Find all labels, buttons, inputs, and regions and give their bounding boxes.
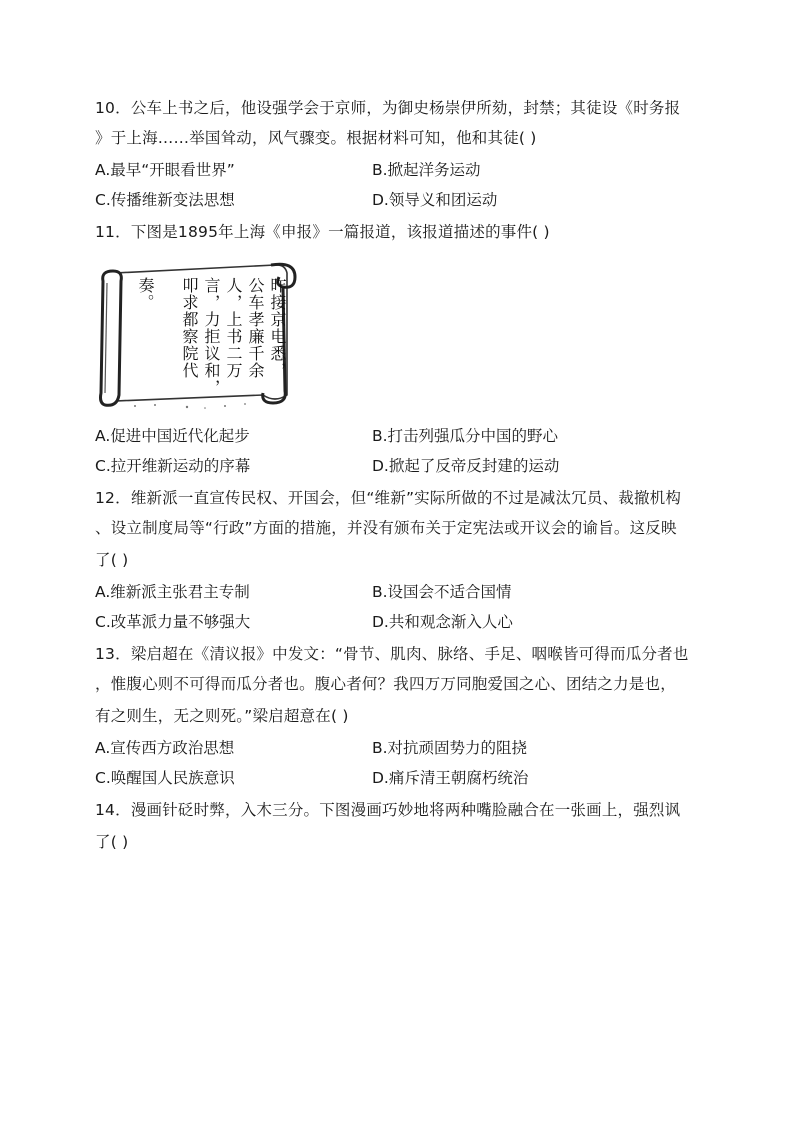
scroll-column-3: 人，上书二万 xyxy=(224,277,243,379)
scroll-column-4: 言，力拒议和， xyxy=(202,277,221,396)
q12-option-d: D.共和观念渐入人心 xyxy=(372,613,513,631)
scroll-column-1: 昨接京电悉， xyxy=(268,277,287,379)
q11-option-c: C.拉开维新运动的序幕 xyxy=(95,457,251,475)
q12-option-b: B.设国会不适合国情 xyxy=(372,583,512,601)
q13-stem-line-3: 有之则生，无之则死。”梁启超意在( ) xyxy=(95,707,349,725)
q12-stem-line-2: 、设立制度局等“行政”方面的措施，并没有颁布关于定宪法或开议会的谕旨。这反映 xyxy=(95,519,677,537)
q10-option-d: D.领导义和团运动 xyxy=(372,191,498,209)
newspaper-scroll-image xyxy=(95,255,300,413)
q13-option-d: D.痛斥清王朝腐朽统治 xyxy=(372,769,529,787)
q10-option-a: A.最早“开眼看世界” xyxy=(95,161,235,179)
q10-stem-line-2: 》于上海……举国耸动，风气骤变。根据材料可知，他和其徒( ) xyxy=(95,129,537,147)
q13-stem-line-2: ，惟腹心则不可得而瓜分者也。腹心者何？我四万万同胞爱国之心、团结之力是也， xyxy=(95,675,676,693)
q14-stem-line-1: 14．漫画针砭时弊，入木三分。下图漫画巧妙地将两种嘴脸融合在一张画上，强烈讽 xyxy=(95,801,681,819)
q10-option-b: B.掀起洋务运动 xyxy=(372,161,481,179)
q11-option-a: A.促进中国近代化起步 xyxy=(95,427,250,445)
q11-option-b: B.打击列强瓜分中国的野心 xyxy=(372,427,559,445)
scroll-column-6: 奏。 xyxy=(136,277,155,311)
q12-option-a: A.维新派主张君主专制 xyxy=(95,583,250,601)
q13-option-c: C.唤醒国人民族意识 xyxy=(95,769,235,787)
q13-stem-line-1: 13．梁启超在《清议报》中发文：“骨节、肌肉、脉络、手足、咽喉皆可得而瓜分者也 xyxy=(95,645,689,663)
q12-option-c: C.改革派力量不够强大 xyxy=(95,613,251,631)
q12-stem-line-1: 12．维新派一直宣传民权、开国会，但“维新”实际所做的不过是减汰冗员、裁撤机构 xyxy=(95,489,682,507)
q13-option-b: B.对抗顽固势力的阻挠 xyxy=(372,739,528,757)
q14-stem-line-2: 了( ) xyxy=(95,833,129,851)
q12-stem-line-3: 了( ) xyxy=(95,551,129,569)
q13-option-a: A.宣传西方政治思想 xyxy=(95,739,235,757)
q10-option-c: C.传播维新变法思想 xyxy=(95,191,235,209)
scroll-column-5: 叩求都察院代 xyxy=(180,277,199,379)
q11-stem-line-1: 11．下图是1895年上海《申报》一篇报道，该报道描述的事件( ) xyxy=(95,223,550,241)
scroll-column-2: 公车孝廉千余 xyxy=(246,277,265,379)
q10-stem-line-1: 10．公车上书之后，他设强学会于京师，为御史杨崇伊所劾，封禁；其徒设《时务报 xyxy=(95,99,681,117)
q11-option-d: D.掀起了反帝反封建的运动 xyxy=(372,457,560,475)
